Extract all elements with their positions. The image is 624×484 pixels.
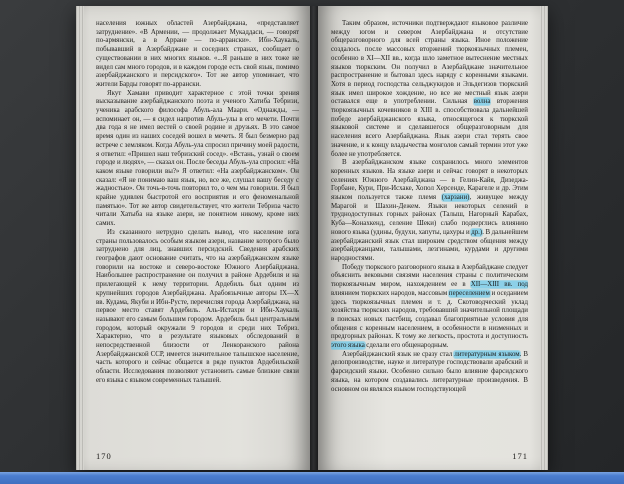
highlight-mark: переселением [448,289,490,297]
text-segment: Якут Хамави приводит характерное с этой точки зрения высказывание азербайджанского поэта и ученого Хатиба Тебризи, ученика арабского философа Абуль-ала Маари. «Однажды, — вспоминает он, — я сидел напротив Абуль-улы в его мечети. Почти два года я не имел вестей о своей родине и друзьях. В это самое время один из наших соседей вошел в мечеть. Я был безмерно рад встрече с земляком. Когда Абуль-ула спросил причину моей радости, я ответил: «Пришел наш тебризский сосед». «Встань, узнай о своем городе и людях», — сказал он. После беседы Абуль-ула спросил: «На каком языке говорили вы?» Я ответил: «На азербайджанском». Он сказал: «Я не понимаю ваш язык, но, все же, слушал вашу беседу с жадностью». Он точь-в-точь повторил то, о чем мы говорили. Я был крайне удивлен быстротой его восприятия и его феноменальной памятью». Тот же автор свидетельствует, что жители Тебриза часто читали Хатыба на языке азери, не понятном никому, кроме них самих. [96,89,299,228]
paragraph [96,90,299,229]
paragraph [331,20,528,159]
text-segment: Таким образом, источники подтверждают языковое различие между югом и севером Азербайджана и отсутствие общеразговорного для всей страны языка. Иное положение создалось после массовых вторжений тюркоязычных племен, особенно в XI—XII вв., когда шло заметное вытеснение местных языков тюркским. Он получил в Азербайджане значительное распространение и бытовал здесь наряду с коренными языками. Хотя в период господства сельджукидов и Эльдегизов тюркский язык имел широкое хождение, но все же местный язык азери оставался еще в употреблении. Сильная [331,20,528,106]
text-segment: и оседанием здесь тюркоязычных племен и т. д. Скотоводческий уклад хозяйства тюркских народов, требовавший значительной площади в поисках новых пастбищ, создавал благоприятные условия для общения с коренным населением, в особенности в низменных и предгорных районах. К тому же легкость, простота и доступность [331,289,528,341]
page-number: 171 [512,451,528,461]
text-segment: населения южных областей Азербайджана, «представляет затруднение». «В Армении, — продолжает Мукаддаси, — говорят по-армянски, а в Арране — по-аррански». Ибн-Хаукаль, побывавший в Азербайджане и соседних странах, сообщает о существовании в них многих языков. «...Я раньше в них тоже не видел сам много городов, и в каждом городе есть свой язык, помимо азербайджанского и персидского». Тот же автор упоминает, что жители Барды говорят по-аррански. [96,20,299,88]
text-segment: Азербайджанский язык не сразу стал [342,350,455,358]
text-segment: влиянием тюркских народов, массовым [331,289,449,297]
highlight-mark: др.) [471,228,483,236]
highlight-mark: литературным языком [454,350,520,358]
left-page-text [96,20,299,444]
paragraph [331,159,528,263]
left-page [76,6,310,470]
text-segment: вторжения тюркоязычных кочевников в XIII в. способствовала дальнейшей победе азербайджанского языка, относящегося к тюркской языковой системе и сделавшегося общеразговорным для населения всего Азербайджана. Язык азери стал терять свое значение, и к концу владычества монголов самый термин этот уже более не употребляется. [331,98,528,158]
book-spread [76,6,548,470]
text-segment: , живущее между Марагой и Шахин-Дежем. Языки некоторых селений в труднодоступных горных районах (Талыш, Нагорный Карабах, Куба—Конахкенд, селение Шеки) слабо подверглись влиянию нового языка (удины, будухи, хапуты, цахуры и [331,194,528,236]
text-segment: . В делопроизводстве, науке и литературе господствовали арабский и фарсидский языки. Особенно сильно было влияние фарсидского языка, на котором создавались литературные произведения. В основном он являлся языком господствующей [331,350,528,393]
paragraph [331,264,528,351]
text-segment: Победу тюркского разговорного языка в Азербайджане следует объяснить вековыми связями населения страны с политическим тюркоязычным миром, нахождением ее в [331,263,528,289]
text-segment: В азербайджанском языке сохранилось много элементов коренных языков. На языке азери и сейчас говорят в некоторых селениях Южного Азербайджана — в Гелин-Кайя, Дизеджа-Горбане, Кури, При-Исхаке, Хопол Херсенде, Карагеле и др. Этим языком пользуется также племя [331,159,528,202]
paragraph [96,20,299,90]
right-page [318,6,548,470]
right-page-text [331,20,528,444]
page-number: 170 [96,451,112,461]
highlight-mark: этого языка [331,342,365,350]
highlight-mark: волна [473,98,491,106]
paragraph [96,229,299,386]
binding-gutter-shadow [310,6,318,470]
highlight-mark: XII—XIII вв. под [470,281,528,289]
bottom-blue-bar [0,472,624,484]
text-segment: . В дальнейшем азербайджанский язык стал широким средством общения между азербайджанцами, талышами, лезгинами, курдами и другими народностями. [331,228,528,262]
paragraph [331,351,528,395]
highlight-mark: (харзани) [441,194,470,202]
text-segment: сделали его общенародным. [364,342,449,350]
text-segment: Из сказанного нетрудно сделать вывод, что население юга страны пользовалось особым языком азери, название которого было затруднено для лиц, знавших персидский. Сведения арабских географов дают основание считать, что на азербайджанском языке говорили на востоке и северо-востоке Южного Азербайджана. Наибольшее распространение он получил в районе Ардебиля и на прилегающей к нему территории. Ардебиль был одним из крупнейших городов Азербайджана. Арабоязычные авторы IX—X вв. Кудама, Якуби и Ибн-Русте, перечисляя города Азербайджана, на первое место ставят Ардебиль. Аль-Истахри и Ибн-Хаукаль называют его самым большим городом. Ардебиль был центральным городом, который окружали 9 городов и среди них Тебриз. Характерно, что в результате языковых обследований в непосредственной близости от Ленкоранского района Азербайджанской ССР, имеется значительное талышское население, часть которого и сейчас общается в ряде пунктов Ардебильской области. Исследования позволяют установить самые близкие связи его языка с языком современных талышей. [96,228,299,384]
